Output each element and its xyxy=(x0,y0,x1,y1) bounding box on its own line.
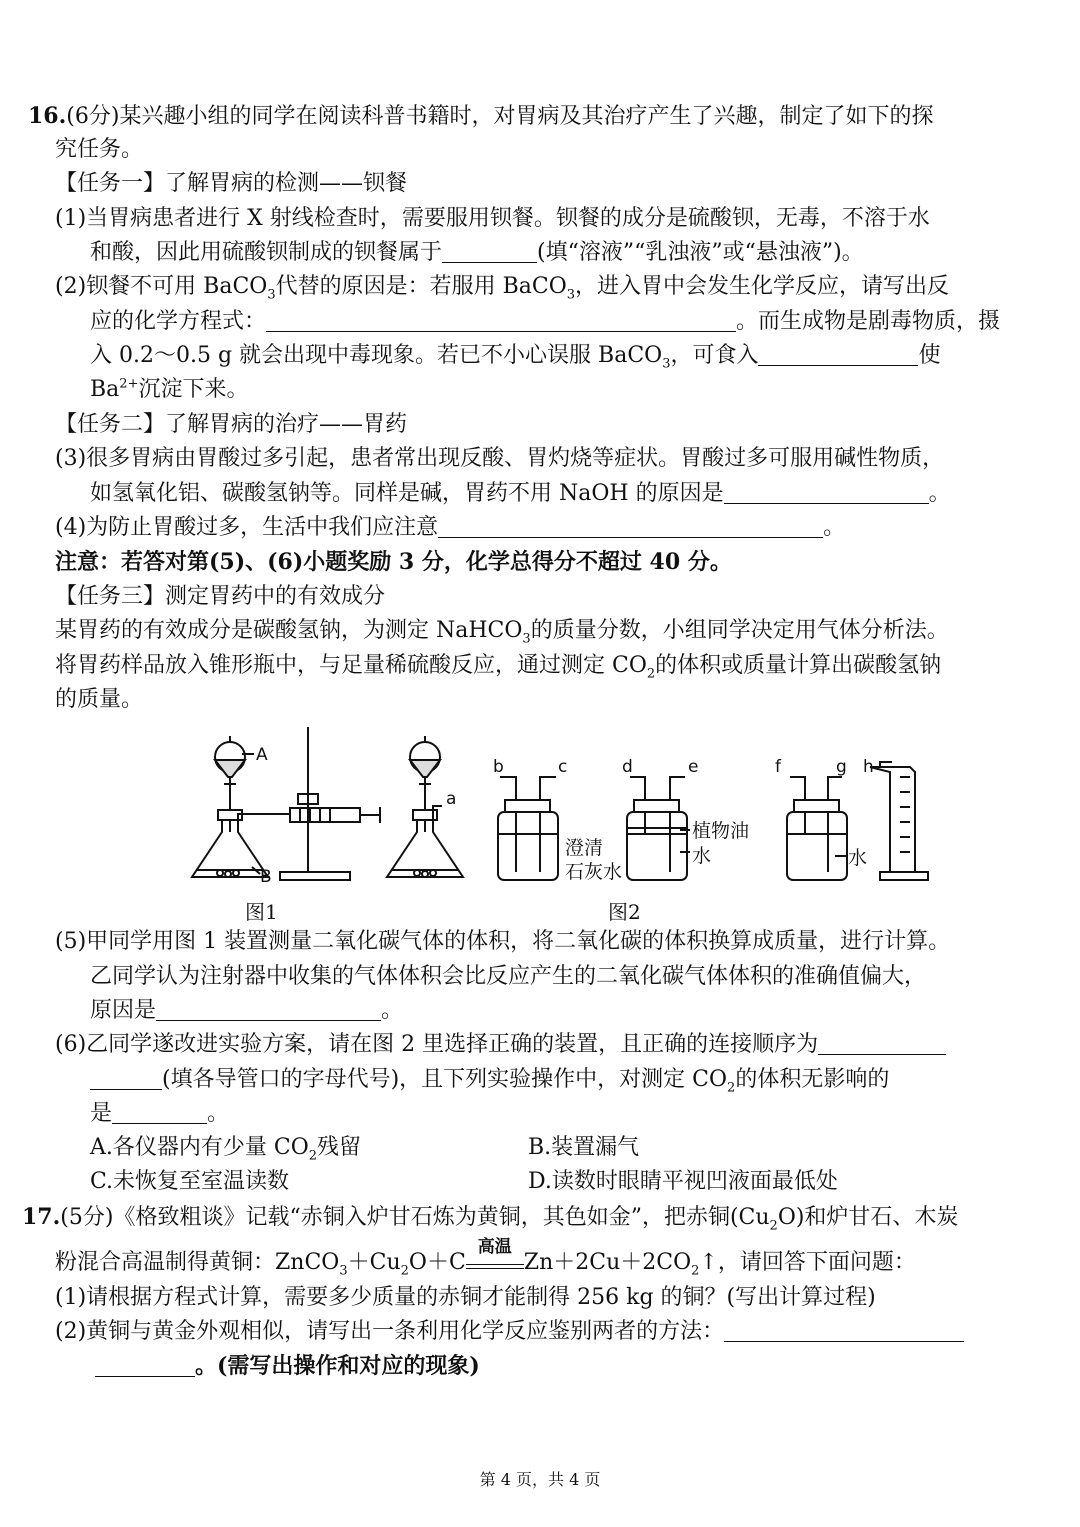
q16-s6-line-2 xyxy=(90,1063,889,1097)
q16-s5-line-2 xyxy=(90,960,926,994)
q16-intro: (6分)某兴趣小组的同学在阅读科普书籍时，对胃病及其治疗产生了兴趣，制定了如下的探 xyxy=(66,104,934,129)
q16-s6-line-1 xyxy=(55,1028,946,1062)
option-c-text: C.未恢复至室温读数 xyxy=(90,1169,290,1194)
q16-s2-line-3 xyxy=(90,339,941,373)
answer-blank-1[interactable] xyxy=(442,238,537,263)
task2-title: 【任务二】了解胃病的治疗——胃药 xyxy=(55,412,408,437)
t3-text-b2: 的体积或质量计算出碳酸氢钠 xyxy=(655,653,942,678)
s5-end: 。 xyxy=(381,998,404,1023)
s5-text-b: 乙同学认为注射器中收集的气体体积会比反应产生的二氧化碳气体体积的准确值偏大， xyxy=(90,964,927,989)
bonus-note xyxy=(55,545,732,579)
s2-text-a1: (2)钡餐不可用 BaCO xyxy=(55,274,268,299)
s2-text-b2: 。而生成物是剧毒物质，摄 xyxy=(736,309,1001,334)
label-g: g xyxy=(836,757,847,777)
sub-2: 2 xyxy=(769,1218,778,1234)
task3-line-3 xyxy=(55,683,143,717)
s2-text-d2: 沉淀下来。 xyxy=(138,377,249,402)
sub-2: 2 xyxy=(691,1263,700,1279)
t3-text-b1: 将胃药样品放入锥形瓶中，与足量稀硫酸反应，通过测定 CO xyxy=(55,653,647,678)
q17-s2-text-b: 。(需写出操作和对应的现象) xyxy=(195,1353,480,1379)
q16-s1-line-2 xyxy=(90,236,864,270)
label-e: e xyxy=(688,757,699,777)
task1-heading xyxy=(55,167,407,201)
answer-blank-17b[interactable] xyxy=(95,1352,195,1377)
oil-label: 植物油 xyxy=(692,820,750,842)
s6-text-b1: (填各导管口的字母代号)，且下列实验操作中，对测定 CO xyxy=(162,1067,728,1092)
q16-s3-line-1 xyxy=(55,442,944,476)
task3-line-1 xyxy=(55,614,949,648)
option-d[interactable] xyxy=(528,1165,838,1199)
sub-2: 2 xyxy=(646,666,656,682)
eq-part-b: ＋Cu xyxy=(347,1250,401,1275)
task3-line-2 xyxy=(55,649,941,683)
s3-text-a: (3)很多胃病由胃酸过多引起，患者常出现反酸、胃灼烧等症状。胃酸过多可服用碱性物质， xyxy=(55,446,945,471)
fig2-cylinder xyxy=(863,757,928,880)
bonus-note-text: 注意：若答对第(5)、(6)小题奖励 3 分，化学总得分不超过 40 分。 xyxy=(55,549,732,575)
apparatus-figure xyxy=(180,722,940,922)
q16-s2-line-2 xyxy=(90,305,1000,339)
label-d: d xyxy=(622,757,633,777)
label-B: B xyxy=(260,867,272,887)
s2-text-b1: 应的化学方程式： xyxy=(90,309,267,334)
fig2-bottle-oil xyxy=(622,757,749,880)
s4-text: (4)为防止胃酸过多，生活中我们应注意 xyxy=(55,515,439,540)
eq-part-d: Zn＋2Cu＋2CO xyxy=(523,1250,692,1275)
sub-3: 3 xyxy=(339,1263,348,1279)
label-A: A xyxy=(256,745,268,765)
q17-s2-line-2 xyxy=(95,1349,480,1384)
t3-text-c: 的质量。 xyxy=(55,687,144,712)
s1-text-a: (1)当胃病患者进行 X 射线检查时，需要服用钡餐。钡餐的成分是硫酸钡，无毒，不溶于水 xyxy=(55,206,930,231)
fig2-flask xyxy=(387,736,463,877)
q16-s5-line-3 xyxy=(90,994,403,1028)
q16-s4-line xyxy=(55,511,845,545)
eq-part-a: 粉混合高温制得黄铜：ZnCO xyxy=(55,1250,340,1275)
s1-text-b: 和酸，因此用硫酸钡制成的钡餐属于 xyxy=(90,240,443,265)
q16-line-1 xyxy=(28,99,933,134)
s2-text-a2: 代替的原因是：若服用 BaCO xyxy=(275,274,567,299)
q16-s3-line-2 xyxy=(90,477,951,511)
q17-s2-line-1 xyxy=(55,1315,964,1349)
answer-blank-6b[interactable] xyxy=(90,1065,162,1090)
page-footer: 第 4 页，共 4 页 xyxy=(479,1470,601,1489)
task2-heading xyxy=(55,408,407,442)
sub-3: 3 xyxy=(662,356,671,372)
answer-blank-5[interactable] xyxy=(156,996,381,1021)
s3-text-b: 如氢氧化铝、碳酸氢钠等。同样是碱，胃药不用 NaOH 的原因是 xyxy=(90,481,724,506)
s4-end: 。 xyxy=(823,515,846,540)
ba-symbol: Ba xyxy=(90,377,120,402)
t3-text-a2: 的质量分数，小组同学决定用气体分析法。 xyxy=(530,618,949,643)
equals-sign xyxy=(466,1264,524,1269)
fig2-bottle-water xyxy=(775,757,867,880)
s6-text-a: (6)乙同学遂改进实验方案，请在图 2 里选择正确的装置，且正确的连接顺序为 xyxy=(55,1032,819,1057)
q16-intro-cont: 究任务。 xyxy=(55,137,144,162)
condition-high-temp: 高温 xyxy=(477,1237,512,1257)
option-d-text: D.读数时眼睛平视凹液面最低处 xyxy=(528,1169,838,1194)
label-c: c xyxy=(558,757,568,777)
q16-s5-line-1 xyxy=(55,925,950,959)
option-a[interactable] xyxy=(90,1131,361,1165)
ba-charge: 2+ xyxy=(119,376,139,392)
fig2-bottle-limewater xyxy=(493,757,622,883)
q17-s1 xyxy=(55,1281,876,1315)
q17-s2-text-a: (2)黄铜与黄金外观相似，请写出一条利用化学反应鉴别两者的方法： xyxy=(55,1319,725,1344)
option-b-text: B.装置漏气 xyxy=(528,1135,640,1160)
fig1-apparatus xyxy=(192,727,380,887)
q17-intro-a: (5分)《格致粗谈》记载“赤铜入炉甘石炼为黄铜，其色如金”，把赤铜(Cu xyxy=(60,1205,770,1230)
answer-blank-6c[interactable] xyxy=(112,1099,207,1124)
task1-title: 【任务一】了解胃病的检测——钡餐 xyxy=(55,171,408,196)
reaction-condition xyxy=(466,1237,524,1269)
option-a-text: A.各仪器内有少量 CO xyxy=(90,1135,309,1160)
answer-blank-equation[interactable] xyxy=(266,307,736,332)
label-h: h xyxy=(863,757,874,777)
option-b[interactable] xyxy=(528,1131,639,1165)
water-label-2: 水 xyxy=(848,847,868,869)
s3-end: 。 xyxy=(928,481,951,506)
limewater-label-1: 澄清 xyxy=(565,837,604,859)
answer-blank-6a[interactable] xyxy=(818,1030,946,1055)
answer-blank-3[interactable] xyxy=(724,479,929,504)
q16-s2-line-4 xyxy=(90,373,248,407)
option-a-text-2: 残留 xyxy=(317,1135,362,1160)
answer-blank-2[interactable] xyxy=(758,341,918,366)
sub-3: 3 xyxy=(267,287,276,303)
label-b: b xyxy=(493,757,504,777)
s6-text-b2: 的体积无影响的 xyxy=(735,1067,890,1092)
fig2-caption: 图2 xyxy=(608,900,641,924)
eq-part-c: O＋C xyxy=(408,1250,466,1275)
s5-text-a: (5)甲同学用图 1 装置测量二氧化碳气体的体积，将二氧化碳的体积换算成质量，进行计算。 xyxy=(55,929,951,954)
s1-text-c: (填“溶液”“乳浊液”或“悬浊液”)。 xyxy=(537,240,864,265)
answer-blank-4[interactable] xyxy=(438,513,823,538)
limewater-label-2: 石灰水 xyxy=(565,861,623,883)
eq-part-e: ↑，请回答下面问题： xyxy=(699,1250,916,1275)
q17-equation-line xyxy=(55,1237,916,1280)
option-c[interactable] xyxy=(90,1165,289,1199)
q17-s1-text: (1)请根据方程式计算，需要多少质量的赤铜才能制得 256 kg 的铜？(写出计算过程) xyxy=(55,1285,876,1310)
sub-2: 2 xyxy=(400,1263,409,1279)
water-label-1: 水 xyxy=(692,845,712,867)
task3-heading xyxy=(55,580,385,614)
sub-3: 3 xyxy=(522,631,531,647)
s5-text-c: 原因是 xyxy=(90,998,157,1023)
label-f: f xyxy=(775,757,781,777)
s6-text-c: 是 xyxy=(90,1101,113,1126)
q17-number: 17. xyxy=(22,1204,61,1230)
q16-s1-line-1 xyxy=(55,202,930,236)
sub-2: 2 xyxy=(727,1080,736,1096)
t3-text-a1: 某胃药的有效成分是碳酸氢钠，为测定 NaHCO xyxy=(55,618,523,643)
fig1-caption: 图1 xyxy=(245,900,278,924)
q17-intro-b: O)和炉甘石、木炭 xyxy=(777,1205,959,1230)
q16-s2-line-1 xyxy=(55,270,949,304)
s2-text-c3: 使 xyxy=(918,343,941,368)
answer-blank-17a[interactable] xyxy=(724,1317,964,1342)
label-a: a xyxy=(446,789,457,809)
q16-line-2 xyxy=(55,133,143,167)
s2-text-c1: 入 0.2～0.5 g 就会出现中毒现象。若已不小心误服 BaCO xyxy=(90,343,663,368)
sub-2: 2 xyxy=(308,1148,318,1164)
sub-3: 3 xyxy=(566,287,576,303)
q16-number: 16. xyxy=(28,103,67,129)
s2-text-a3: ，进入胃中会发生化学反应，请写出反 xyxy=(575,274,950,299)
s2-text-c2: ，可食入 xyxy=(670,343,759,368)
s6-end: 。 xyxy=(207,1101,230,1126)
task3-title: 【任务三】测定胃药中的有效成分 xyxy=(55,584,386,609)
q16-s6-line-3 xyxy=(90,1097,229,1131)
